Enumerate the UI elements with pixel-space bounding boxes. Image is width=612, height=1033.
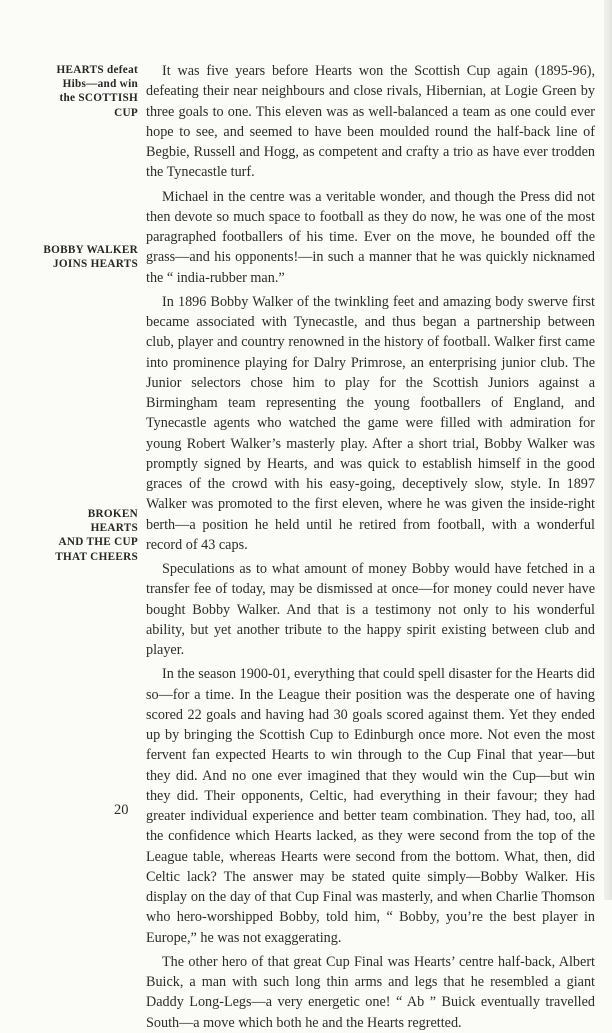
sidenote-line: Hibs—and win [62,78,138,91]
sidenote-line: the SCOTTISH [59,92,138,105]
sidenote-line: BOBBY WALKER [43,244,138,256]
body-text-column [146,61,595,1033]
paragraph-scottish-cup-1895: It was five years before Hearts won the Scottish Cup again (1895-96), defeating their near neighbours and close rivals, Hibernian, at Logie Green by three goals to one. This eleven was as well-balanced a team as one could ever hope to see, and seemed to have been moulded round the half-back line of Begbie, Russell and Hogg, as competent and crafty a trio as have ever trodden the Tynecastle turf. [146,63,595,181]
sidenote-hearts-defeat-hibs [40,63,138,120]
sidenote-line: BROKEN [87,508,138,520]
sidenote-line: JOINS HEARTS [53,258,138,271]
sidenote-line: AND THE CUP [58,536,138,549]
paragraph-transfer-fee: Speculations as to what amount of money Bobby would have fetched in a transfer fee of today, may be dismissed at once—for money could never have bought Bobby Walker. And that is a testimony not only to his wonderful ability, but yet another tribute to the happy spirit existing between club and player. [146,561,595,658]
sidenote-line: THAT CHEERS [55,550,138,563]
page-number: 20 [114,802,129,818]
sidenote-line: CUP [114,106,138,119]
page-edge-shadow [604,0,612,900]
sidenote-line: HEARTS defeat [56,64,138,76]
sidenote-bobby-walker-joins [40,243,138,271]
paragraph-michael-india-rubber: Michael in the centre was a veritable wonder, and though the Press did not then devote so much space to football as they do now, he was one of the most paragraphed footballers of his time. Ever on the move, he bounded off the grass—and his opponents!—in such a manner that he was quickly nicknamed the “ india-rubber man.” [146,188,595,286]
paragraph-season-1900-01: In the season 1900-01, everything that could spell disaster for the Hearts did so—for a time. In the League their position was the desperate one of having scored 22 goals and having had 30 goals scored against them. Yet they ended up by bringing the Scottish Cup to Edinburgh once more. Not even the most fervent fan expected Hearts to win through to the Cup Final that year—but they did. And no one ever imagined that they would win the Cup—but win they did. Their opponents, Celtic, had everything in their favour; they had greater individual experience and better team combination. They had, too, all the confidence which Hearts lacked, as they were second from the top of the League table, whereas Hearts were second from the bottom. What, then, did Celtic lack? The answer may be stated quite simply—Bobby Walker. His display on the day of that Cup Final was masterly, and when Charlie Thomson who hero-worshipped Bobby, told him, “ Bobby, you’re the best player in Europe,” he was not exaggerating. [146,666,596,946]
paragraph-bobby-walker-1896: In 1896 Bobby Walker of the twinkling feet and amazing body swerve first became associated with Tynecastle, and thus began a partnership between club, player and country renowned in the history of football. Walker first came into prominence playing for Dalry Primrose, an enterprising junior club. The Junior selectors chose him to play for the Scottish Juniors against a Birmingham team representing the young footballers of England, and Tynecastle agents who watched the game were filled with admiration for young Robert Walker’s masterly play. After a short trial, Bobby Walker was promptly signed by Hearts, and was quick to establish himself in the good graces of the crowd with his easy-going, deceptively slow, style. In 1897 Walker was promoted to the first eleven, where he was given the inside-right berth—a position he held until he retired from football, with a wonderful record of 43 caps. [146,293,595,553]
sidenote-broken-hearts [40,507,138,564]
sidenote-line: HEARTS [90,522,138,535]
paragraph-albert-buick: The other hero of that great Cup Final was Hearts’ centre half-back, Albert Buick, a man with such long thin arms and legs that he resembled a giant Daddy Long-Legs—a very energetic one! “ Ab ” Buick eventually travelled South—a move which both he and the Hearts regretted. [146,953,595,1031]
